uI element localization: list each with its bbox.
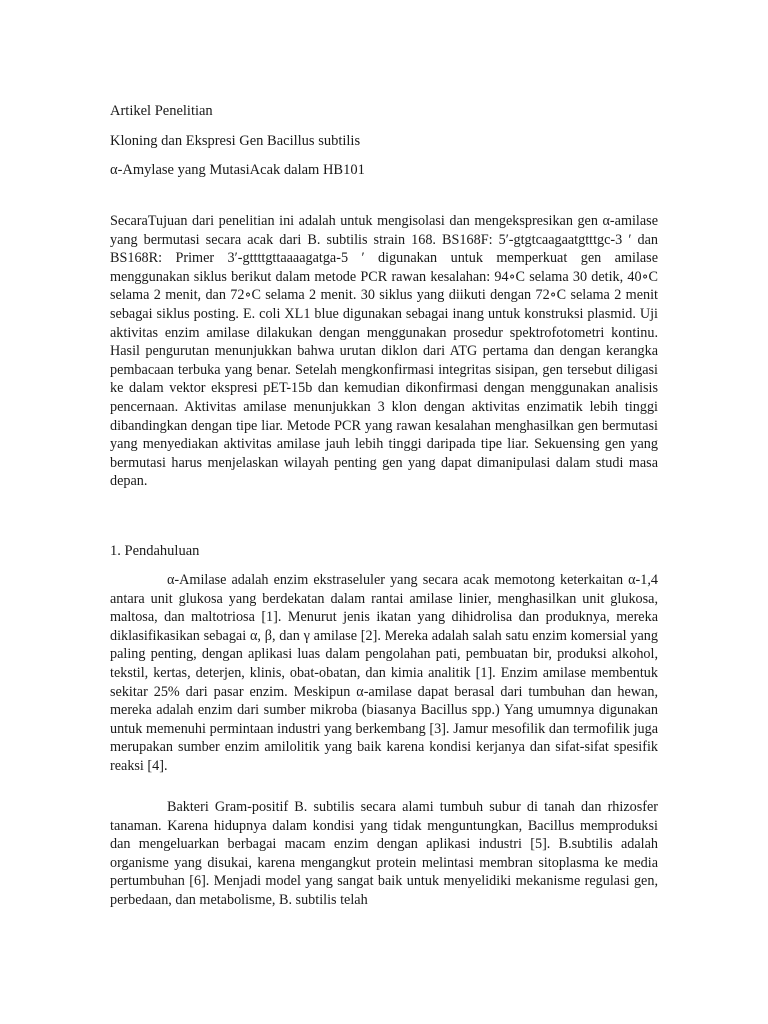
section-heading: 1. Pendahuluan: [110, 543, 200, 559]
article-type-label: Artikel Penelitian: [110, 103, 213, 119]
document-page: [110, 0, 658, 1024]
article-title-line-2: α-Amylase yang MutasiAcak dalam HB101: [110, 162, 365, 178]
body-paragraph-1: α-Amilase adalah enzim ekstraseluler yang secara acak memotong keterkaitan α-1,4 antara unit glukosa yang berdekatan dalam rantai amilase linier, menghasilkan unit glukosa, maltosa, dan maltotriosa [1]. Menurut jenis ikatan yang dihidrolisa dan produknya, mereka diklasifikasikan sebagai α, β, dan γ amilase [2]. Mereka adalah salah satu enzim komersial yang paling penting, dengan aplikasi luas dalam pengolahan pati, pembuatan bir, produksi alkohol, tekstil, kertas, deterjen, klinis, obat-obatan, dan kimia analitik [1]. Enzim amilase membentuk sekitar 25% dari pasar enzim. Meskipun α-amilase dapat berasal dari tumbuhan dan hewan, mereka adalah enzim dari sumber mikroba (biasanya Bacillus spp.) Yang umumnya digunakan untuk memenuhi permintaan industri yang berkembang [3]. Jamur mesofilik dan termofilik juga merupakan sumber enzim amilolitik yang baik karena kondisi kerjanya dan sifat-sifat spesifik reaksi [4].: [110, 572, 658, 774]
abstract-paragraph: SecaraTujuan dari penelitian ini adalah untuk mengisolasi dan mengekspresikan gen α-amilase yang bermutasi secara acak dari B. subtilis strain 168. BS168F: 5′-gtgtcaagaatgtttgc-3 ′ dan BS168R: Primer 3′-gttttgttaaaagatga-5 ′ digunakan untuk memperkuat gen amilase menggunakan siklus berikut dalam metode PCR rawan kesalahan: 94∘C selama 30 detik, 40∘C selama 2 menit, dan 72∘C selama 2 menit. 30 siklus yang diikuti dengan 72∘C selama 2 menit sebagai siklus posting. E. coli XL1 blue digunakan sebagai inang untuk konstruksi plasmid. Uji aktivitas enzim amilase dilakukan dengan menggunakan prosedur spektrofotometri kontinu. Hasil pengurutan menunjukkan bahwa urutan diklon dari ATG pertama dan dengan kerangka pembacaan terbuka yang benar. Setelah mengkonfirmasi integritas sisipan, gen tersebut diligasi ke dalam vektor ekspresi pET-15b dan kemudian dikonfirmasi dengan menggunakan analisis pencernaan. Aktivitas amilase menunjukkan 3 klon dengan aktivitas enzimatik lebih tinggi dibandingkan dengan tipe liar. Metode PCR yang rawan kesalahan menghasilkan gen bermutasi yang menyediakan aktivitas amilase jauh lebih tinggi daripada tipe liar. Sekuensing gen yang bermutasi harus menjelaskan wilayah penting gen yang dapat dimanipulasi dalam studi masa depan.: [110, 213, 658, 490]
article-title-line-1: Kloning dan Ekspresi Gen Bacillus subtilis: [110, 133, 361, 149]
body-paragraph-2: Bakteri Gram-positif B. subtilis secara alami tumbuh subur di tanah dan rhizosfer tanaman. Karena hidupnya dalam kondisi yang tidak menguntungkan, Bacillus memproduksi dan mengeluarkan berbagai macam enzim dengan aplikasi industri [5]. B.subtilis adalah organisme yang disukai, karena mengangkut protein melintasi membran sitoplasma ke media pertumbuhan [6]. Menjadi model yang sangat baik untuk menyelidiki mekanisme regulasi gen, perbedaan, dan metabolisme, B. subtilis telah: [110, 799, 658, 908]
